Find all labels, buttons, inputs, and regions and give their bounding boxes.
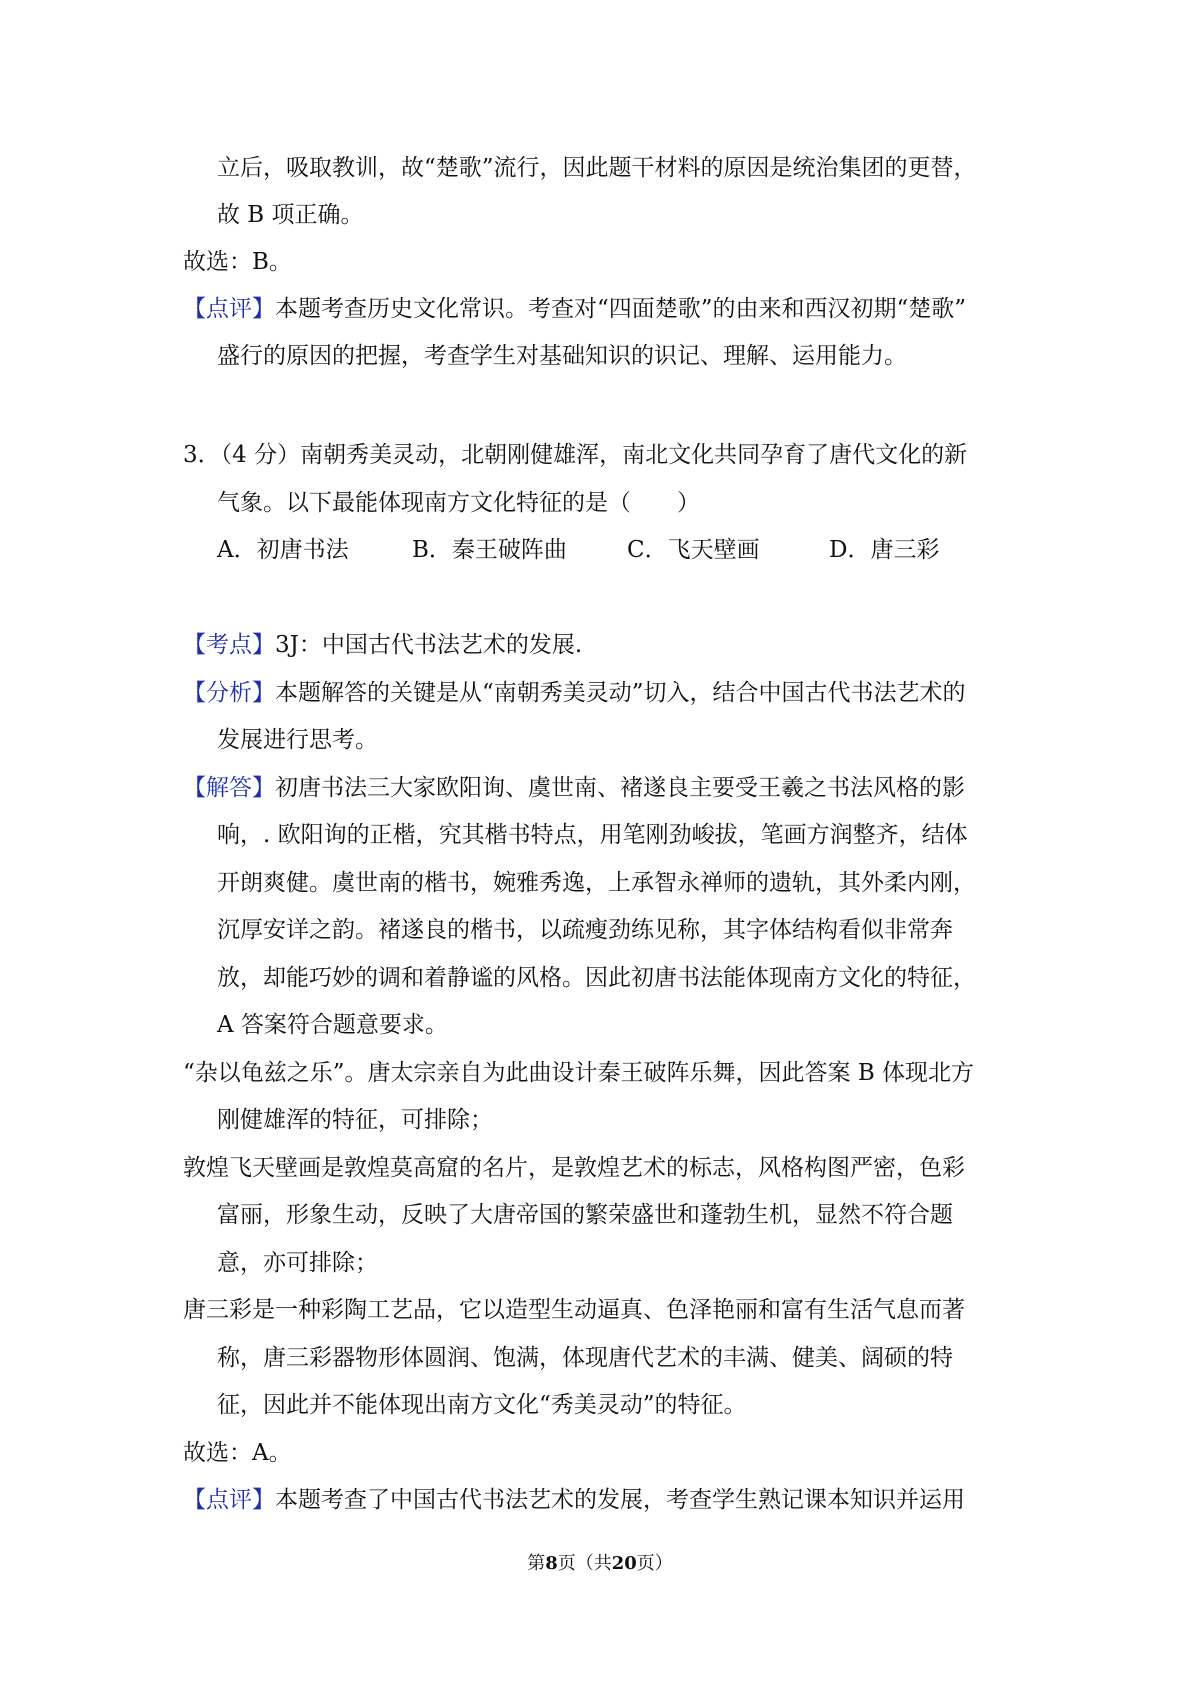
q3-jieda-line-6: A 答案符合题意要求。 — [217, 1012, 448, 1038]
q2-answer: 故选：B。 — [183, 249, 292, 275]
q3-jieda-line-2: 响，. 欧阳询的正楷，究其楷书特点，用笔刚劲峻拔，笔画方润整齐，结体 — [217, 822, 968, 848]
page-footer — [0, 1552, 1200, 1576]
q3-stem-line-1: 3．（4 分）南朝秀美灵动，北朝刚健雄浑，南北文化共同孕育了唐代文化的新 — [183, 442, 968, 468]
fenxi-tag: 【分析】 — [183, 680, 275, 706]
option-a: A．初唐书法 — [217, 537, 349, 563]
option-b: B．秦王破阵曲 — [412, 537, 567, 563]
q3-fenxi-line-2: 发展进行思考。 — [217, 727, 378, 753]
q3-jieda-line-3: 开朗爽健。虞世南的楷书，婉雅秀逸，上承智永禅师的遗轨，其外柔内刚， — [217, 870, 976, 896]
q2-comment-line-2: 盛行的原因的把握，考查学生对基础知识的识记、理解、运用能力。 — [217, 343, 907, 369]
current-page-number: 8 — [545, 1553, 558, 1574]
q3-c-line-2: 富丽，形象生动，反映了大唐帝国的繁荣盛世和蓬勃生机，显然不符合题 — [217, 1202, 953, 1228]
q3-kaodian — [183, 630, 582, 660]
option-d: D．唐三彩 — [829, 537, 940, 563]
q3-c-line-1: 敦煌飞天壁画是敦煌莫高窟的名片，是敦煌艺术的标志，风格构图严密，色彩 — [183, 1155, 965, 1181]
q3-jieda-line-4: 沉厚安详之韵。褚遂良的楷书，以疏瘦劲练见称，其字体结构看似非常奔 — [217, 917, 953, 943]
q3-jieda-line-1 — [183, 773, 965, 803]
jieda-tag: 【解答】 — [183, 775, 275, 801]
jieda-text: 初唐书法三大家欧阳询、虞世南、褚遂良主要受王羲之书法风格的影 — [275, 775, 965, 801]
comment-tag: 【点评】 — [183, 296, 275, 322]
q3-answer: 故选：A。 — [183, 1440, 292, 1466]
fenxi-text: 本题解答的关键是从“南朝秀美灵动”切入，结合中国古代书法艺术的 — [275, 680, 966, 706]
q2-explanation-line-2: 故 B 项正确。 — [217, 202, 364, 228]
kaodian-tag: 【考点】 — [183, 632, 275, 658]
q3-jieda-line-5: 放，却能巧妙的调和着静谧的风格。因此初唐书法能体现南方文化的特征， — [217, 965, 976, 991]
q3-options — [217, 535, 939, 565]
total-page-number: 20 — [611, 1553, 637, 1574]
q3-c-line-3: 意，亦可排除； — [217, 1250, 378, 1276]
q3-fenxi-line-1 — [183, 678, 966, 708]
q3-comment-line-1 — [183, 1485, 965, 1515]
kaodian-text: 3J：中国古代书法艺术的发展. — [275, 632, 583, 658]
comment-text: 本题考查历史文化常识。考查对“四面楚歌”的由来和西汉初期“楚歌” — [275, 296, 967, 322]
q3-b-line-1: “杂以龟兹之乐”。唐太宗亲自为此曲设计秦王破阵乐舞，因此答案 B 体现北方 — [183, 1060, 975, 1086]
footer-suffix: 页） — [636, 1553, 673, 1574]
q3-d-line-1: 唐三彩是一种彩陶工艺品，它以造型生动逼真、色泽艳丽和富有生活气息而著 — [183, 1297, 965, 1323]
footer-mid: 页（共 — [557, 1553, 612, 1574]
q3-stem-line-2: 气象。以下最能体现南方文化特征的是（ ） — [217, 490, 700, 516]
option-c: C．飞天壁画 — [627, 537, 760, 563]
q2-explanation-line-1: 立后，吸取教训，故“楚歌”流行，因此题干材料的原因是统治集团的更替， — [217, 155, 977, 181]
footer-prefix: 第 — [527, 1553, 546, 1574]
q3-d-line-2: 称，唐三彩器物形体圆润、饱满，体现唐代艺术的丰满、健美、阔硕的特 — [217, 1345, 953, 1371]
q3-b-line-2: 刚健雄浑的特征，可排除； — [217, 1107, 493, 1133]
comment-tag: 【点评】 — [183, 1487, 275, 1513]
q3-d-line-3: 征，因此并不能体现出南方文化“秀美灵动”的特征。 — [217, 1392, 747, 1418]
comment-text: 本题考查了中国古代书法艺术的发展，考查学生熟记课本知识并运用 — [275, 1487, 965, 1513]
q2-comment-line-1 — [183, 294, 966, 324]
